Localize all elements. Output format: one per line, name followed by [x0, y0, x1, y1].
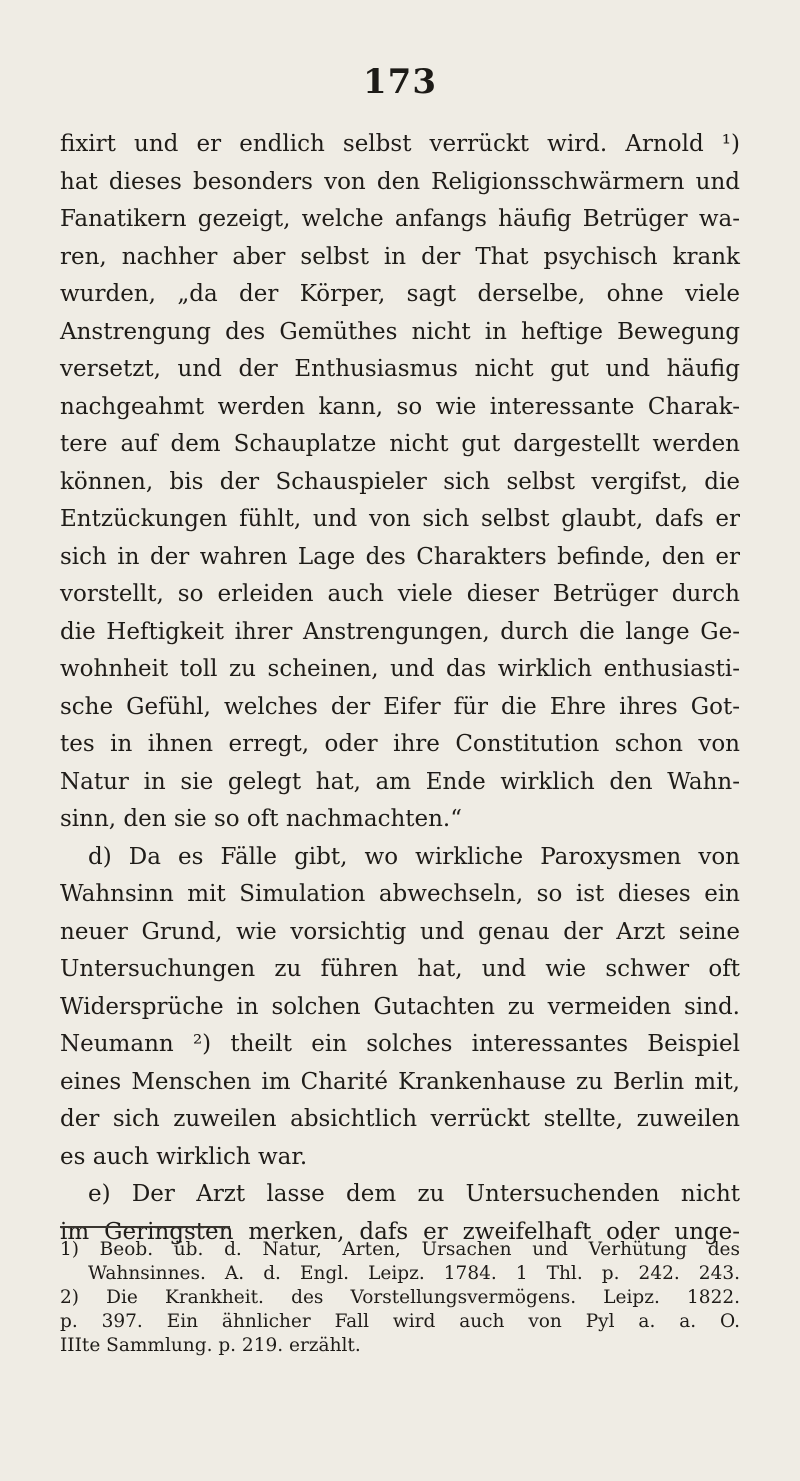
text-line: die Heftigkeit ihrer Anstrengungen, durch die lange Ge- — [60, 618, 740, 645]
footnote-2-cont: IIIte Sammlung. p. 219. erzählt. — [60, 1335, 361, 1356]
paragraph-d-start: d) Da es Fälle gibt, wo wirkliche Paroxysmen von — [88, 843, 740, 870]
paragraph-e-start: e) Der Arzt lasse dem zu Untersuchenden nicht — [88, 1181, 740, 1207]
text-line: Entzückungen fühlt, und von sich selbst glaubt, dafs er — [60, 506, 740, 532]
footnote-2: 2) Die Krankheit. des Vorstellungsvermögens. Leipz. 1822. — [60, 1287, 740, 1308]
text-line: tes in ihnen erregt, oder ihre Constitution schon von — [60, 731, 740, 757]
text-line: fixirt und er endlich selbst verrückt wird. Arnold ¹) — [60, 131, 740, 157]
text-line: Neumann ²) theilt ein solches interessantes Beispiel — [60, 1031, 740, 1057]
footnote-divider — [60, 1226, 230, 1228]
text-line: der sich zuweilen absichtlich verrückt stellte, zuweilen — [60, 1106, 740, 1132]
text-line: Wahnsinn mit Simulation abwechseln, so ist dieses ein — [60, 881, 740, 907]
text-line: wurden, „da der Körper, sagt derselbe, ohne viele — [60, 281, 740, 307]
text-line: sche Gefühl, welches der Eifer für die Ehre ihres Got- — [60, 693, 740, 720]
footnote-2-cont: p. 397. Ein ähnlicher Fall wird auch von Pyl a. a. O. — [60, 1311, 740, 1332]
text-line: tere auf dem Schauplatze nicht gut dargestellt werden — [60, 431, 740, 457]
text-line: Natur in sie gelegt hat, am Ende wirklich den Wahn- — [60, 768, 740, 795]
text-line: Anstrengung des Gemüthes nicht in heftige Bewegung — [60, 318, 740, 345]
text-line: versetzt, und der Enthusiasmus nicht gut und häufig — [60, 356, 740, 382]
text-line: eines Menschen im Charité Krankenhause zu Berlin mit, — [60, 1068, 740, 1095]
text-line: können, bis der Schauspieler sich selbst vergifst, die — [60, 468, 740, 495]
footnote-1: 1) Beob. üb. d. Natur, Arten, Ursachen und Verhütung des — [60, 1239, 740, 1260]
text-line: im Geringsten merken, dafs er zweifelhaft oder unge- — [60, 1218, 740, 1245]
text-line: neuer Grund, wie vorsichtig und genau der Arzt seine — [60, 918, 740, 945]
text-line: Widersprüche in solchen Gutachten zu vermeiden sind. — [60, 993, 740, 1020]
main-text — [60, 126, 740, 1251]
text-line: sich in der wahren Lage des Charakters befinde, den er — [60, 543, 740, 570]
text-line: hat dieses besonders von den Religionsschwärmern und — [60, 168, 740, 195]
footnotes — [60, 1238, 740, 1358]
text-line: vorstellt, so erleiden auch viele dieser Betrüger durch — [60, 581, 740, 607]
text-line: wohnheit toll zu scheinen, und das wirklich enthusiasti- — [60, 656, 740, 682]
footnote-1-cont: Wahnsinnes. A. d. Engl. Leipz. 1784. 1 Thl. p. 242. 243. — [88, 1263, 740, 1284]
text-line: ren, nachher aber selbst in der That psychisch krank — [60, 243, 740, 270]
page-number: 173 — [363, 62, 437, 102]
text-line: sinn, den sie so oft nachmachten.“ — [60, 806, 462, 832]
text-line: es auch wirklich war. — [60, 1143, 308, 1170]
text-line: Fanatikern gezeigt, welche anfangs häufig Betrüger wa- — [60, 206, 740, 232]
text-line: nachgeahmt werden kann, so wie interessante Charak- — [60, 393, 740, 420]
text-line: Untersuchungen zu führen hat, und wie schwer oft — [60, 956, 740, 982]
